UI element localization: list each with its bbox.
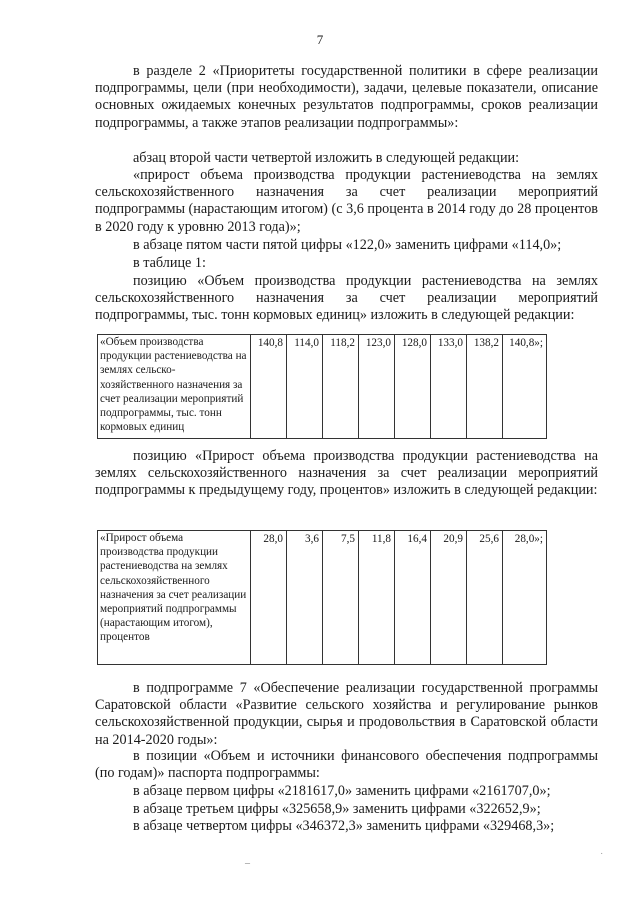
table-row <box>98 335 547 439</box>
table-label-cell: «Прирост объема производства продукции растениеводства на землях сельскохозяйственного назначения за счет реализации мероприятий подпрограммы (нарастающим итогом), процентов <box>98 531 251 665</box>
paragraph-abzac-fifth: в абзаце пятом части пятой цифры «122,0» заменить цифрами «114,0»; <box>133 237 562 253</box>
table-label-cell: «Объем производства продукции растениеводства на землях сельско-хозяйственного назначения за счет реализации мероприятий подпрограммы, тыс. тонн кормовых единиц <box>98 335 251 439</box>
table-value-cell: 7,5 <box>323 531 359 665</box>
table-value-cell: 3,6 <box>287 531 323 665</box>
table-value-cell: 133,0 <box>431 335 467 439</box>
table-value-cell: 28,0 <box>251 531 287 665</box>
table-growth <box>97 530 547 665</box>
paragraph-position-volume: позицию «Объем производства продукции растениеводства на землях сельскохозяйственного назначения за счет реализации мероприятий подпрограммы, тыс. тонн кормовых единиц» изложить в следующей редакции: <box>95 273 598 324</box>
paragraph-abzac-first-change: в абзаце первом цифры «2181617,0» заменить цифрами «2161707,0»; <box>133 783 551 799</box>
paragraph-subprogram-7: в подпрограмме 7 «Обеспечение реализации государственной программы Саратовской области «Развитие сельского хозяйства и регулирование рынков сельскохозяйственной продукции, сырья и продовольствия в Саратовской области на 2014-2020 годы»: <box>95 680 598 748</box>
table-value-cell: 28,0»; <box>503 531 547 665</box>
table-value-cell: 123,0 <box>359 335 395 439</box>
page-number: 7 <box>316 32 324 47</box>
paragraph-table-1: в таблице 1: <box>133 255 206 271</box>
paragraph-abzac-fourth-change: в абзаце четвертом цифры «346372,3» заменить цифрами «329468,3»; <box>133 818 555 834</box>
table-value-cell: 140,8»; <box>503 335 547 439</box>
table-volume <box>97 334 547 439</box>
table-row <box>98 531 547 665</box>
scan-mark: – <box>245 858 250 869</box>
table-value-cell: 138,2 <box>467 335 503 439</box>
scan-mark: ˙ <box>600 852 604 863</box>
table-value-cell: 140,8 <box>251 335 287 439</box>
table-value-cell: 128,0 <box>395 335 431 439</box>
table-value-cell: 11,8 <box>359 531 395 665</box>
table-value-cell: 20,9 <box>431 531 467 665</box>
paragraph-position-growth: позицию «Прирост объема производства продукции растениеводства на землях сельскохозяйственного назначения за счет реализации мероприятий подпрограммы к предыдущему году, процентов» изложить в следующей редакции: <box>95 448 598 499</box>
table-value-cell: 16,4 <box>395 531 431 665</box>
paragraph-section-2: в разделе 2 «Приоритеты государственной политики в сфере реализации подпрограммы, цели (при необходимости), задачи, целевые показатели, описание основных ожидаемых конечных результатов подпрограммы, сроков реализации подпрограммы, а также этапов реализации подпрограммы»: <box>95 63 598 131</box>
table-value-cell: 118,2 <box>323 335 359 439</box>
paragraph-quote-growth: «прирост объема производства продукции растениеводства на землях сельскохозяйственного назначения за счет реализации мероприятий подпрограммы (нарастающим итогом) (с 3,6 процента в 2014 году до 28 процентов в 2020 году к уровню 2013 года)»; <box>95 167 598 235</box>
paragraph-abzac-second: абзац второй части четвертой изложить в следующей редакции: <box>133 150 520 166</box>
table-value-cell: 114,0 <box>287 335 323 439</box>
paragraph-position-funding: в позиции «Объем и источники финансового обеспечения подпрограммы (по годам)» паспорта подпрограммы: <box>95 748 598 782</box>
paragraph-abzac-third-change: в абзаце третьем цифры «325658,9» заменить цифрами «322652,9»; <box>133 801 541 817</box>
table-value-cell: 25,6 <box>467 531 503 665</box>
